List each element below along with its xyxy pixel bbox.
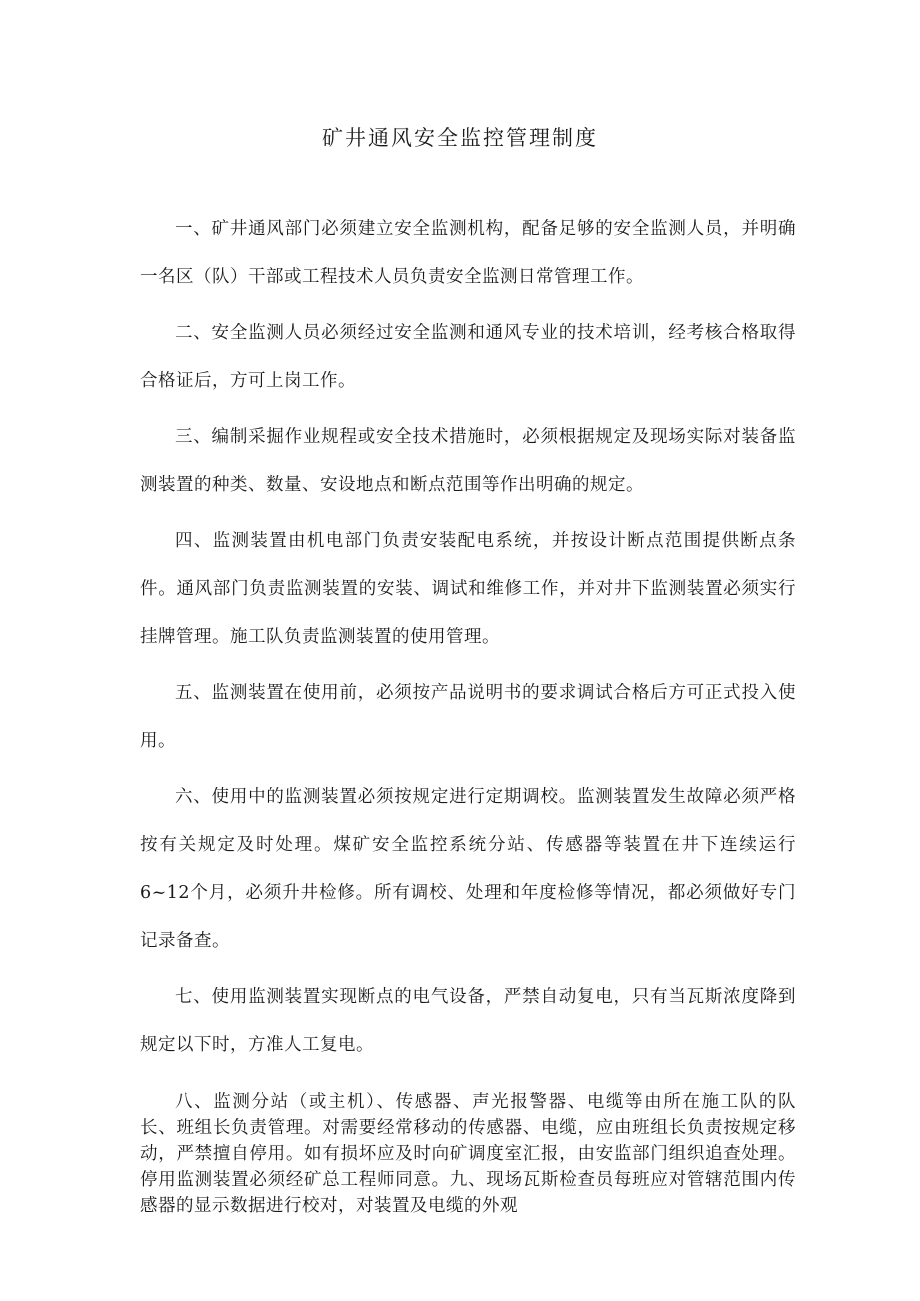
paragraph-8: 八、监测分站（或主机）、传感器、声光报警器、电缆等由所在施工队的队长、班组长负责管理。对需要经常移动的传感器、电缆，应由班组长负责按规定移动，严禁擅自停用。如有损坏应及时向矿调度室汇报，由安监部门组织追查处理。停用监测装置必须经矿总工程师同意。九、现场瓦斯检查员每班应对管辖范围内传感器的显示数据进行校对，对装置及电缆的外观 <box>140 1092 796 1216</box>
paragraph-6: 六、使用中的监测装置必须按规定进行定期调校。监测装置发生故障必须严格按有关规定及时处理。煤矿安全监控系统分站、传感器等装置在井下连续运行6~12个月，必须升井检修。所有调校、处理和年度检修等情况，都必须做好专门记录备查。 <box>140 787 796 951</box>
document-title: 矿井通风安全监控管理制度 <box>322 126 598 150</box>
paragraph-1: 一、矿井通风部门必须建立安全监测机构，配备足够的安全监测人员，并明确一名区（队）干部或工程技术人员负责安全监测日常管理工作。 <box>140 219 796 287</box>
paragraph-3: 三、编制采掘作业规程或安全技术措施时，必须根据规定及现场实际对装备监测装置的种类、数量、安设地点和断点范围等作出明确的规定。 <box>140 427 796 495</box>
paragraph-2: 二、安全监测人员必须经过安全监测和通风专业的技术培训，经考核合格取得合格证后，方可上岗工作。 <box>140 323 796 391</box>
document-body <box>140 205 796 1219</box>
paragraph-7: 七、使用监测装置实现断点的电气设备，严禁自动复电，只有当瓦斯浓度降到规定以下时，方准人工复电。 <box>140 987 796 1055</box>
paragraph-5: 五、监测装置在使用前，必须按产品说明书的要求调试合格后方可正式投入使用。 <box>140 683 796 751</box>
paragraph-4: 四、监测装置由机电部门负责安装配电系统，并按设计断点范围提供断点条件。通风部门负责监测装置的安装、调试和维修工作，并对井下监测装置必须实行挂牌管理。施工队负责监测装置的使用管理。 <box>140 531 796 647</box>
